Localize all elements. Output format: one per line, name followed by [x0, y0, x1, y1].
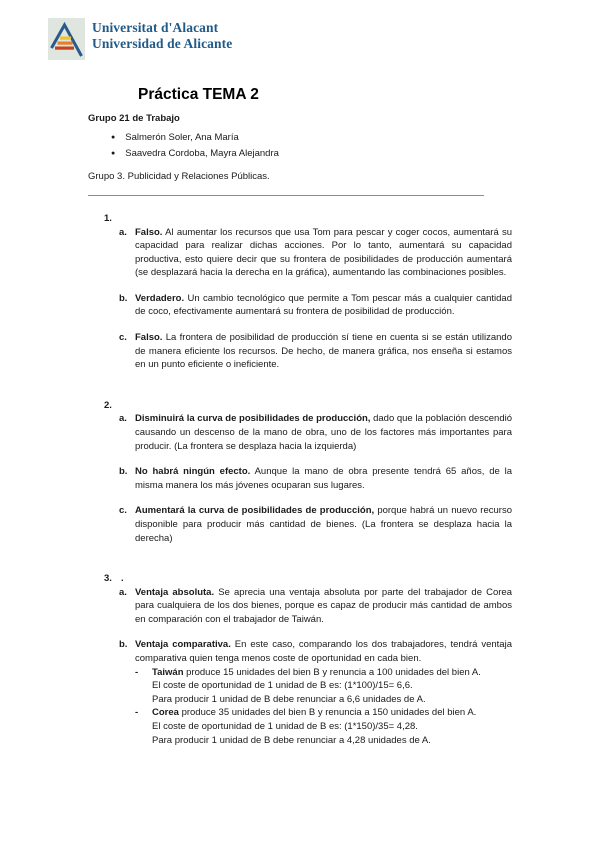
section-1: [0, 212, 600, 372]
sub-line: Para producir 1 unidad de B debe renunciar a 4,28 unidades de A.: [152, 734, 431, 746]
sub-lead: Taiwán: [152, 666, 184, 678]
item-text: [135, 465, 512, 492]
answer-item-3b: [119, 638, 600, 747]
answer-item-1a: [119, 226, 600, 280]
answer-item-2b: [119, 465, 600, 492]
member-name: Salmerón Soler, Ana María: [125, 132, 239, 143]
section-number: 1.: [104, 213, 112, 224]
sub-line: El coste de oportunidad de 1 unidad de B es: (1*150)/35= 4,28.: [152, 720, 418, 732]
sub-lead: Corea: [152, 707, 179, 719]
item-rest: Al aumentar los recursos que usa Tom para pescar y coger cocos, aumentará su capacidad para realizar dichas acciones. Por lo tanto, aumentará su capacidad productiva, esto quiere decir que su frontera de posibilidades de producción aumentará (se desplazará hacia la derecha en la gráfica), aumentando las combinaciones posibles.: [135, 226, 512, 279]
item-text: [135, 331, 512, 372]
item-label: a.: [119, 413, 127, 425]
university-name-line2: Universidad de Alicante: [92, 36, 233, 51]
member-list: [111, 131, 600, 162]
sub-bullet-body: [152, 706, 512, 747]
item-text: [135, 412, 512, 453]
section-number-extra: .: [120, 573, 124, 585]
item-lead: Ventaja comparativa.: [135, 639, 231, 651]
sub-rest: produce 15 unidades del bien B y renuncia a 100 unidades del bien A.: [186, 666, 481, 678]
item-text: [135, 586, 512, 627]
sub-bullet-taiwan: [135, 666, 512, 707]
bullet-icon: ●: [111, 134, 116, 141]
page-title: Práctica TEMA 2: [138, 86, 259, 103]
sub-bullet-corea: [135, 706, 512, 747]
dash-icon: -: [135, 666, 139, 678]
item-label: c.: [119, 505, 127, 517]
sub-bullet-body: [152, 666, 512, 707]
dash-icon: -: [135, 707, 139, 719]
university-header: [48, 0, 600, 60]
section-number-value: 3.: [104, 573, 112, 585]
item-label: b.: [119, 466, 128, 478]
list-item: [111, 147, 600, 163]
item-lead: Disminuirá la curva de posibilidades de producción,: [135, 413, 371, 425]
item-label: a.: [119, 226, 127, 238]
divider: [88, 195, 484, 196]
university-name: [92, 20, 232, 52]
item-rest: Se aprecia una ventaja absoluta por parte del trabajador de Corea para cualquiera de los dos bienes, porque es capaz de producir más cantidad de ambos en comparación con el trabajador de Taiwán.: [135, 586, 512, 625]
class-line: Grupo 3. Publicidad y Relaciones Públicas.: [88, 171, 270, 182]
list-item: [111, 131, 600, 147]
item-lead: Verdadero.: [135, 292, 185, 304]
sub-rest: produce 35 unidades del bien B y renuncia a 150 unidades del bien A.: [181, 707, 477, 719]
answer-item-3a: [119, 586, 600, 627]
university-logo mountain-logo-icon: [48, 18, 85, 60]
item-text: [135, 504, 512, 545]
item-lead: Ventaja absoluta.: [135, 586, 215, 598]
section-3: [0, 572, 600, 747]
item-rest: La frontera de posibilidad de producción sí tiene en cuenta si se están utilizando de manera eficiente los recursos. De hecho, de manera gráfica, nos enseña si estamos en un punto eficiente o ineficiente.: [135, 332, 512, 371]
sub-line: [152, 706, 512, 720]
item-rest: En este caso, comparando los dos trabajadores, tendrá ventaja comparativa quien tenga menos coste de oportunidad en cada bien.: [135, 639, 512, 664]
bullet-icon: ●: [111, 149, 116, 157]
item-lead: Falso.: [135, 226, 163, 238]
item-label: c.: [119, 332, 127, 344]
section-2: [0, 399, 600, 545]
answer-item-2a: [119, 412, 600, 453]
item-lead: Aumentará la curva de posibilidades de producción,: [135, 505, 375, 517]
item-rest: Un cambio tecnológico que permite a Tom pescar más a cualquier cantidad de coco, efectivamente aumentará su frontera de posibilidad de producción.: [135, 292, 512, 318]
item-label: a.: [119, 586, 127, 598]
section-number: 2.: [104, 399, 112, 411]
answer-item-1b: [119, 292, 600, 319]
item-text: [135, 638, 512, 747]
item-text: [135, 226, 512, 280]
item-rest: dado que la población descendió causando un descenso de la mano de obra, uno de los factores más importantes para producir. (La frontera se desplaza hacia la izquierda): [135, 413, 513, 452]
group-heading: Grupo 21 de Trabajo: [88, 113, 180, 124]
university-name-line1: Universitat d'Alacant: [92, 20, 219, 35]
answer-item-2c: [119, 504, 600, 545]
item-lead: Falso.: [135, 332, 163, 344]
item-label: b.: [119, 292, 128, 304]
sub-line: [152, 666, 512, 680]
answer-item-1c: [119, 331, 600, 372]
section-number: [104, 572, 600, 586]
item-rest: porque habrá un nuevo recurso disponible para producir más cantidad de bienes. (La frontera se desplaza hacia la derecha): [135, 505, 512, 544]
item-rest: Aunque la mano de obra presente tendrá 65 años, de la misma manera los más jóvenes ocuparan sus lugares.: [135, 466, 512, 491]
sub-line: El coste de oportunidad de 1 unidad de B es: (1*100)/15= 6,6.: [152, 680, 413, 692]
item-lead: No habrá ningún efecto.: [135, 466, 251, 478]
member-name: Saavedra Cordoba, Mayra Alejandra: [125, 147, 279, 159]
item-text: [135, 292, 512, 319]
sub-line: Para producir 1 unidad de B debe renunciar a 6,6 unidades de A.: [152, 693, 426, 705]
item-label: b.: [119, 639, 128, 651]
